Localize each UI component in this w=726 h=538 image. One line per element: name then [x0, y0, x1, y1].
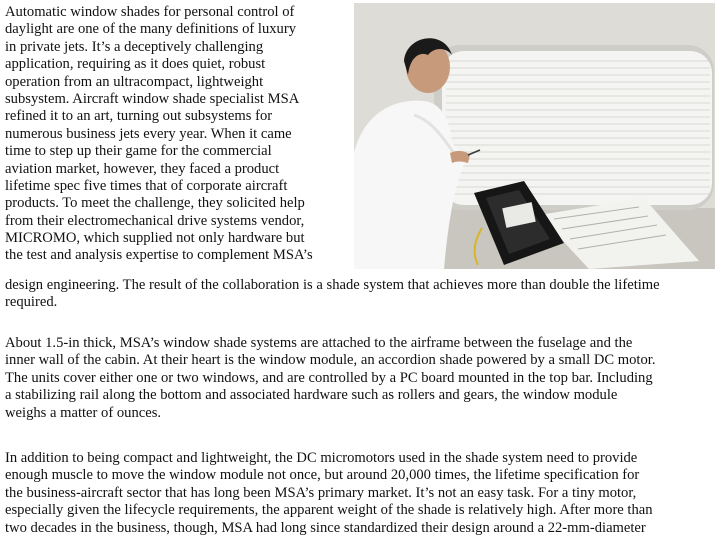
text-line: lifetime spec five times that of corporate aircraft — [5, 177, 288, 194]
text-line: design engineering. The result of the collaboration is a shade system that achieves more than double the lifetime — [5, 277, 660, 293]
text-line: refined it to an art, turning out subsystems for — [5, 108, 273, 125]
text-line: inner wall of the cabin. At their heart is the window module, an accordion shade powered by a small DC motor. — [5, 352, 656, 369]
paragraph-1-wrapped — [5, 4, 345, 265]
text-line: Automatic window shades for personal control of — [5, 4, 295, 20]
text-line: MICROMO, which supplied not only hardware but — [5, 230, 305, 247]
text-line: aviation market, however, they faced a product — [5, 160, 280, 177]
text-line: especially given the lifecycle requirements, the apparent weight of the shade is relatively high. After more than — [5, 502, 653, 519]
text-line: weighs a matter of ounces. — [5, 404, 162, 421]
text-line: About 1.5-in thick, MSA’s window shade systems are attached to the airframe between the fuselage and the — [5, 335, 633, 351]
paragraph-3 — [5, 450, 717, 537]
text-line: numerous business jets every year. When it came — [5, 125, 292, 142]
text-line: from their electromechanical drive systems vendor, — [5, 212, 305, 229]
text-line: required. — [5, 294, 58, 311]
window-shade-test-photo — [354, 3, 715, 269]
text-line: a stabilizing rail along the bottom and associated hardware such as rollers and gears, the window module — [5, 387, 618, 404]
text-line: application, requiring as it does quiet, robust — [5, 56, 266, 73]
text-line: two decades in the business, though, MSA had long since standardized their design around a 22-mm-diameter — [5, 519, 646, 536]
text-line: daylight are one of the many definitions of luxury — [5, 21, 296, 38]
text-line: time to step up their game for the commercial — [5, 143, 272, 160]
text-line: The units cover either one or two windows, and are controlled by a PC board mounted in the top bar. Including — [5, 369, 653, 386]
text-line: subsystem. Aircraft window shade specialist MSA — [5, 90, 300, 107]
photo-illustration — [354, 3, 715, 269]
text-line: products. To meet the challenge, they solicited help — [5, 195, 305, 212]
text-line: the business-aircraft sector that has long been MSA’s primary market. It’s not an easy task. For a tiny motor, — [5, 484, 637, 501]
text-line: operation from an ultracompact, lightweight — [5, 73, 264, 90]
text-line: the test and analysis expertise to complement MSA’s — [5, 247, 313, 264]
text-line: enough muscle to move the window module not once, but around 20,000 times, the lifetime specification for — [5, 467, 640, 484]
text-line: in private jets. It’s a deceptively challenging — [5, 38, 264, 55]
paragraph-1-continued — [5, 277, 717, 312]
paragraph-2 — [5, 335, 717, 422]
window-shade-panel — [442, 51, 712, 205]
text-line: In addition to being compact and lightweight, the DC micromotors used in the shade system need to provide — [5, 450, 638, 466]
